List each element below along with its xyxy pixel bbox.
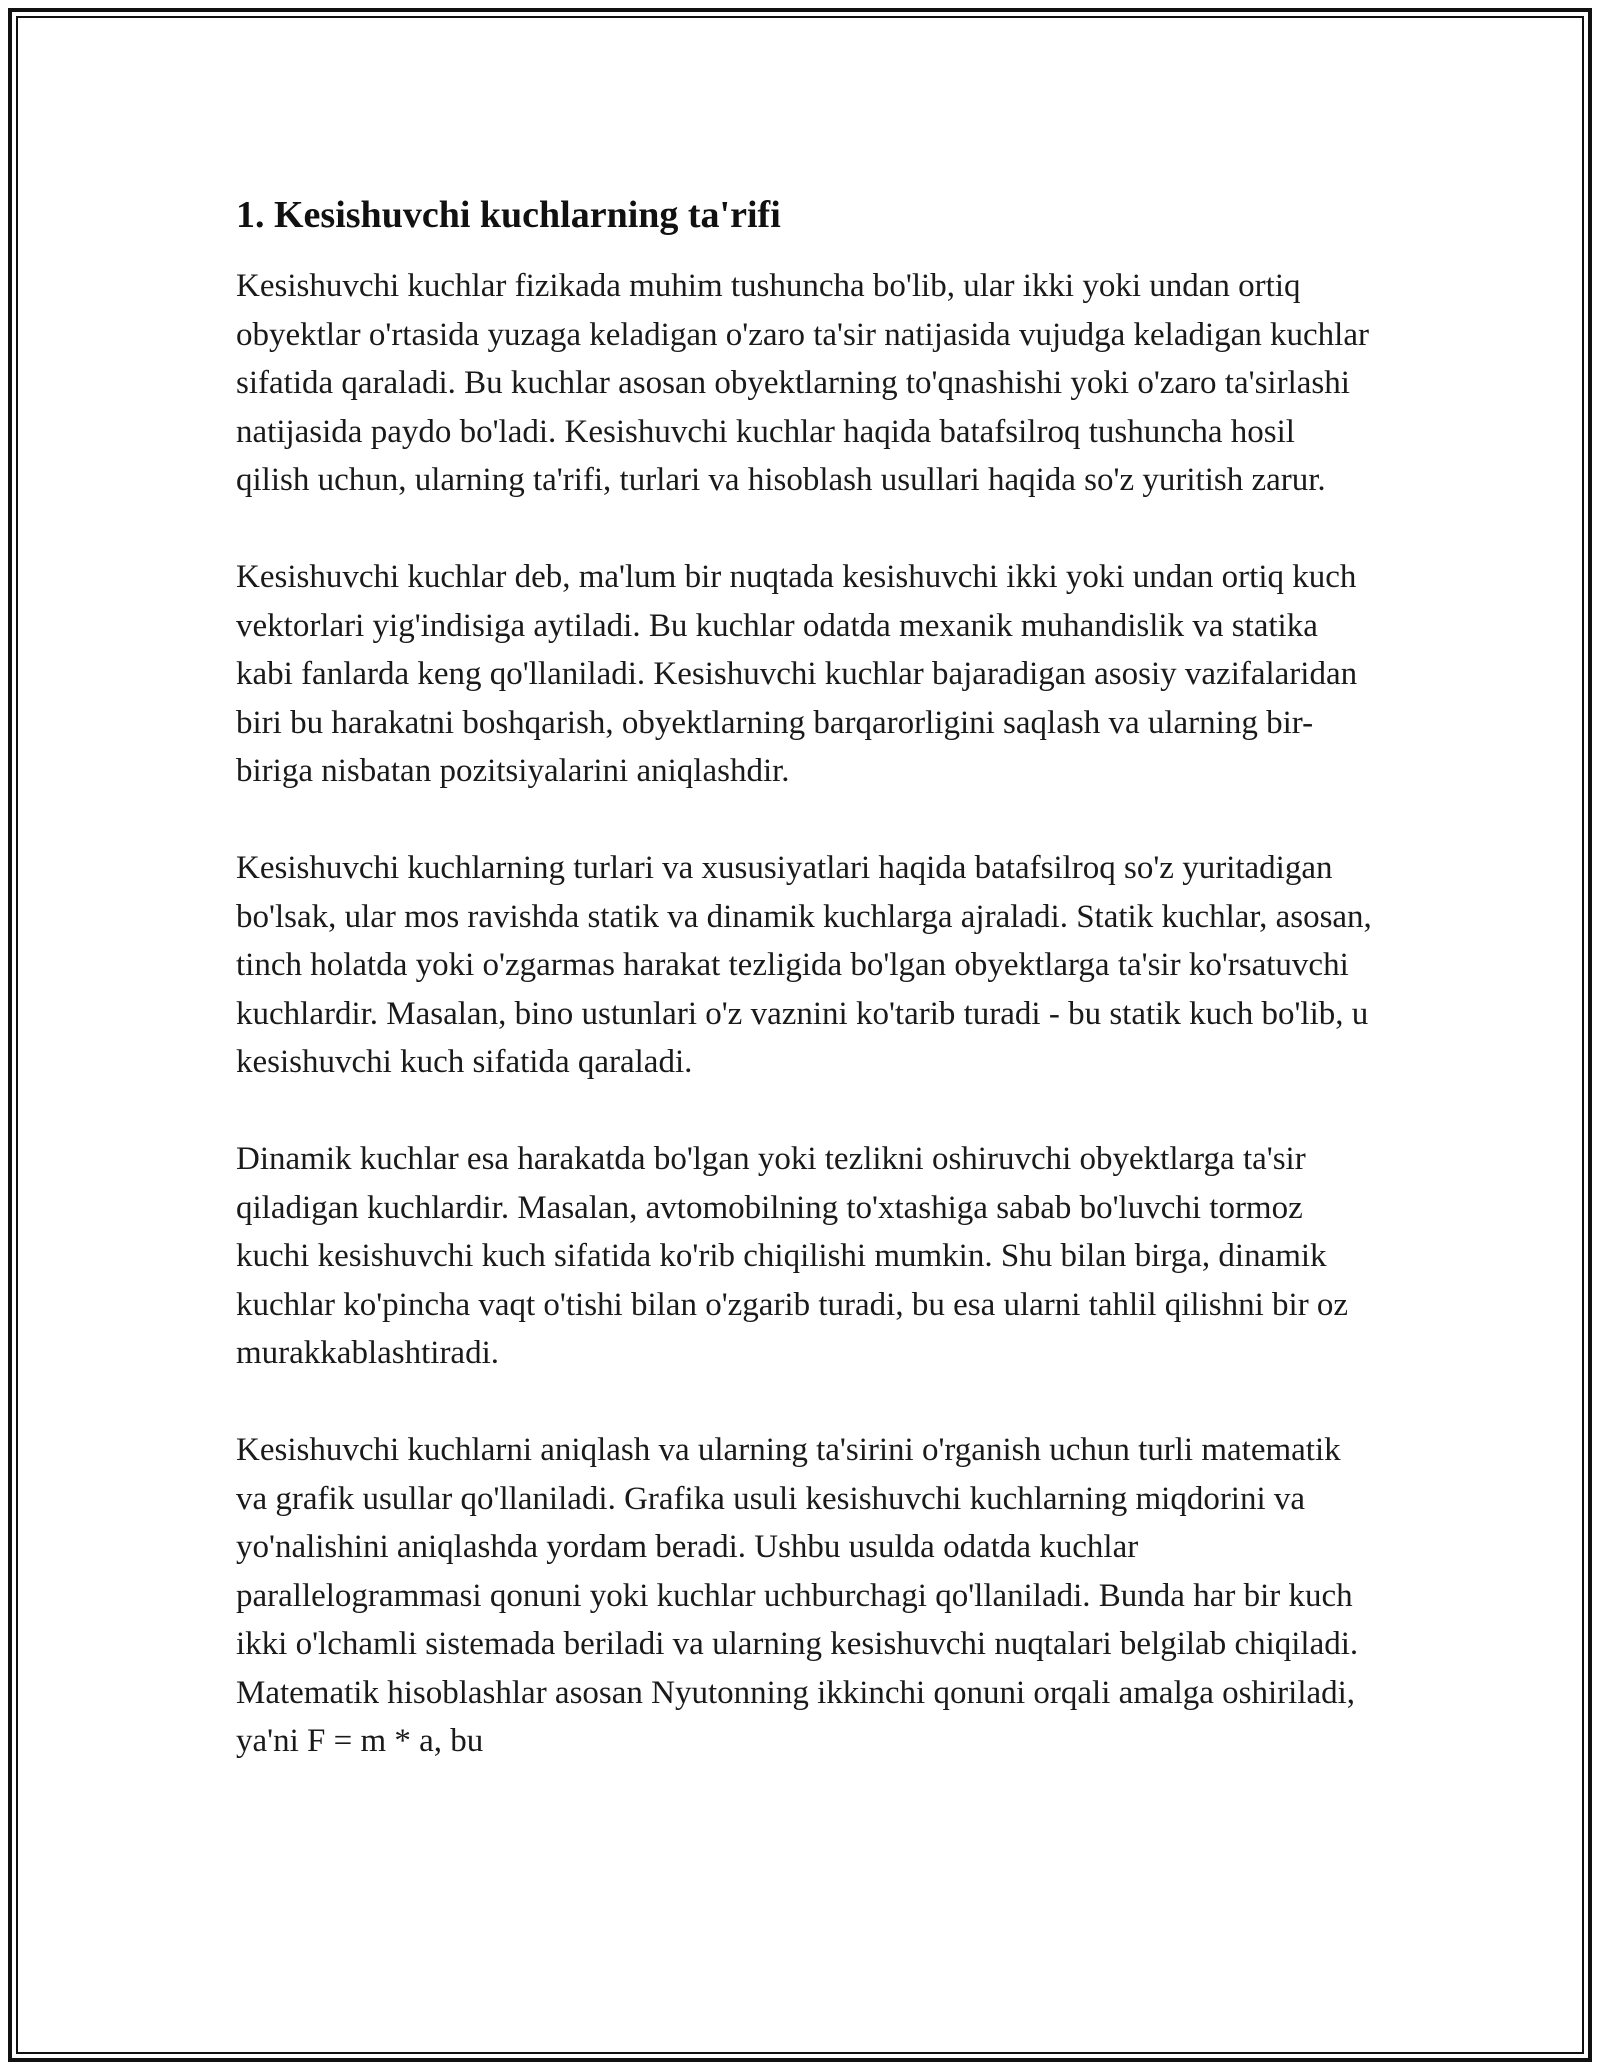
paragraph-2: Kesishuvchi kuchlar deb, ma'lum bir nuqtada kesishuvchi ikki yoki undan ortiq kuch vektorlari yig'indisiga aytiladi. Bu kuchlar odatda mexanik muhandislik va statika kabi fanlarda keng qo'llaniladi. Kesishuvchi kuchlar bajaradigan asosiy vazifalaridan biri bu harakatni boshqarish, obyektlarning barqarorligini saqlash va ularning bir-biriga nisbatan pozitsiyalarini aniqlashdir. — [236, 559, 1358, 789]
document-body — [236, 190, 1376, 1766]
paragraph-3: Kesishuvchi kuchlarning turlari va xususiyatlari haqida batafsilroq so'z yuritadigan bo'lsak, ular mos ravishda statik va dinamik kuchlarga ajraladi. Statik kuchlar, asosan, tinch holatda yoki o'zgarmas harakat tezligida bo'lgan obyektlarga ta'sir ko'rsatuvchi kuchlardir. Masalan, bino ustunlari o'z vaznini ko'tarib turadi - bu statik kuch bo'lib, u kesishuvchi kuch sifatida qaraladi. — [236, 850, 1372, 1080]
paragraph-1: Kesishuvchi kuchlar fizikada muhim tushuncha bo'lib, ular ikki yoki undan ortiq obyektlar o'rtasida yuzaga keladigan o'zaro ta'sir natijasida vujudga keladigan kuchlar sifatida qaraladi. Bu kuchlar asosan obyektlarning to'qnashishi yoki o'zaro ta'sirlashi natijasida paydo bo'ladi. Kesishuvchi kuchlar haqida batafsilroq tushuncha hosil qilish uchun, ularning ta'rifi, turlari va hisoblash usullari haqida so'z yuritish zarur. — [236, 268, 1369, 498]
paragraph-5: Kesishuvchi kuchlarni aniqlash va ularning ta'sirini o'rganish uchun turli matematik va grafik usullar qo'llaniladi. Grafika usuli kesishuvchi kuchlarning miqdorini va yo'nalishini aniqlashda yordam beradi. Ushbu usulda odatda kuchlar parallelogrammasi qonuni yoki kuchlar uchburchagi qo'llaniladi. Bunda har bir kuch ikki o'lchamli sistemada beriladi va ularning kesishuvchi nuqtalari belgilab chiqiladi. Matematik hisoblashlar asosan Nyutonning ikkinchi qonuni orqali amalga oshiriladi, ya'ni F = m * a, bu — [236, 1432, 1359, 1759]
section-heading: 1. Kesishuvchi kuchlarning ta'rifi — [236, 194, 781, 236]
paragraph-4: Dinamik kuchlar esa harakatda bo'lgan yoki tezlikni oshiruvchi obyektlarga ta'sir qiladigan kuchlardir. Masalan, avtomobilning to'xtashiga sabab bo'luvchi tormoz kuchi kesishuvchi kuch sifatida ko'rib chiqilishi mumkin. Shu bilan birga, dinamik kuchlar ko'pincha vaqt o'tishi bilan o'zgarib turadi, bu esa ularni tahlil qilishni bir oz murakkablashtiradi. — [236, 1141, 1349, 1371]
